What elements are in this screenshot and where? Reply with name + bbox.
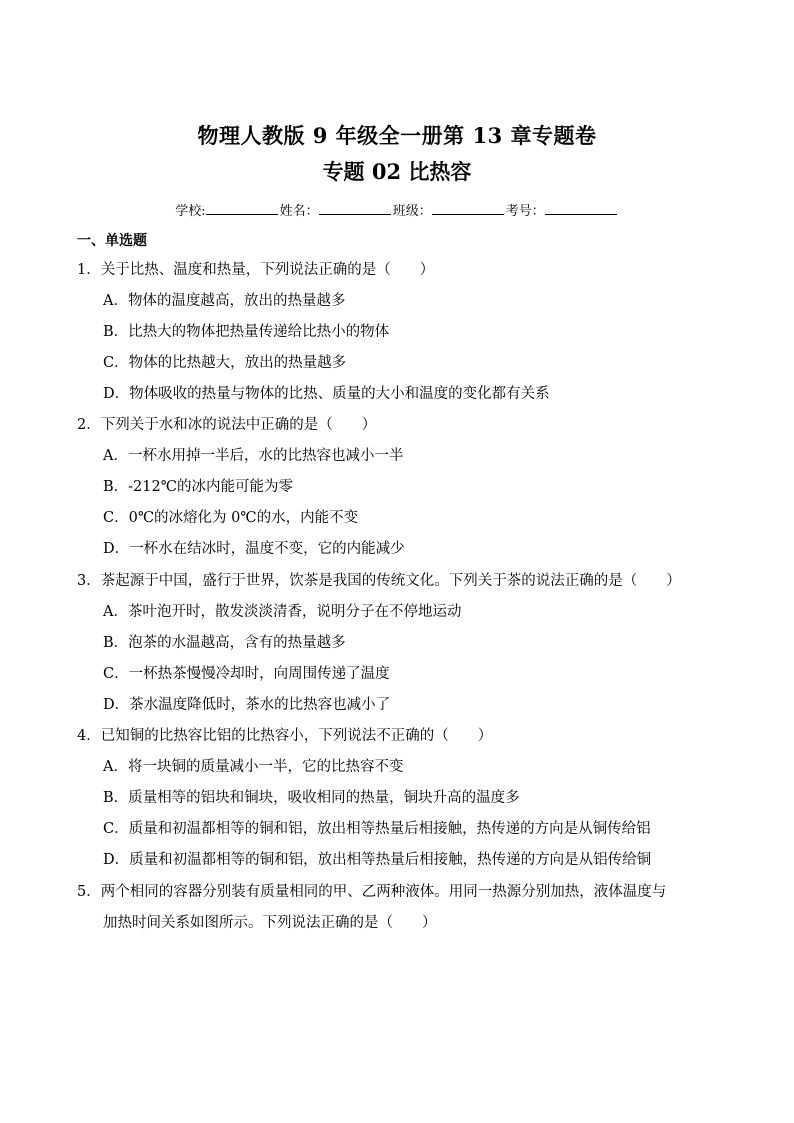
class-blank[interactable]	[432, 200, 504, 215]
name-blank[interactable]	[319, 200, 391, 215]
question-3-option-b: B．泡茶的水温越高，含有的热量越多	[103, 635, 346, 651]
question-5-stem: 5．两个相同的容器分别装有质量相同的甲、乙两种液体。用同一热源分别加热，液体温度与	[77, 884, 667, 900]
question-4-option-b: B．质量相等的铝块和铜块，吸收相同的热量，铜块升高的温度多	[103, 790, 520, 806]
section-title: 一、单选题	[77, 233, 147, 249]
question-1-option-d: D．物体吸收的热量与物体的比热、质量的大小和温度的变化都有关系	[103, 386, 550, 402]
exam-title: 物理人教版 9 年级全一册第 13 章专题卷	[197, 123, 597, 148]
question-3-option-d: D．茶水温度降低时，茶水的比热容也减小了	[103, 697, 391, 713]
question-1-stem: 1．关于比热、温度和热量，下列说法正确的是（ ）	[77, 262, 435, 278]
student-info-line	[0, 200, 794, 222]
question-3-option-a: A．茶叶泡开时，散发淡淡清香，说明分子在不停地运动	[103, 604, 462, 620]
question-4-option-c: C．质量和初温都相等的铜和铝，放出相等热量后相接触，热传递的方向是从铜传给铝	[103, 821, 651, 837]
question-1-option-c: C．物体的比热越大，放出的热量越多	[103, 355, 347, 371]
question-4-option-d: D．质量和初温都相等的铜和铝，放出相等热量后相接触，热传递的方向是从铝传给铜	[103, 852, 652, 868]
question-1-option-a: A．物体的温度越高，放出的热量越多	[103, 293, 346, 309]
question-2-option-d: D．一杯水在结冰时，温度不变，它的内能减少	[103, 541, 405, 557]
question-2-option-c: C．0℃的冰熔化为 0℃的水，内能不变	[103, 510, 359, 526]
question-4-stem: 4．已知铜的比热容比铝的比热容小，下列说法不正确的（ ）	[77, 728, 493, 744]
exam-subtitle: 专题 02 比热容	[322, 159, 472, 184]
question-1-option-b: B．比热大的物体把热量传递给比热小的物体	[103, 324, 390, 340]
name-label: 姓名：	[279, 204, 319, 219]
school-label: 学校:	[175, 204, 206, 219]
exam-no-label: 考号：	[505, 204, 545, 219]
question-4-option-a: A．将一块铜的质量减小一半，它的比热容不变	[103, 759, 404, 775]
question-3-option-c: C．一杯热茶慢慢冷却时，向周围传递了温度	[103, 666, 390, 682]
class-label: 班级：	[392, 204, 432, 219]
question-3-stem: 3．茶起源于中国，盛行于世界，饮茶是我国的传统文化。下列关于茶的说法正确的是（ ）	[77, 573, 681, 589]
question-2-option-b: B．-212℃的冰内能可能为零	[103, 479, 293, 495]
question-5-stem-continued: 加热时间关系如图所示。下列说法正确的是（ ）	[103, 915, 437, 931]
question-2-option-a: A．一杯水用掉一半后，水的比热容也减小一半	[103, 448, 404, 464]
question-2-stem: 2．下列关于水和冰的说法中正确的是（ ）	[77, 417, 377, 433]
exam-no-blank[interactable]	[545, 200, 617, 215]
school-blank[interactable]	[206, 200, 278, 215]
